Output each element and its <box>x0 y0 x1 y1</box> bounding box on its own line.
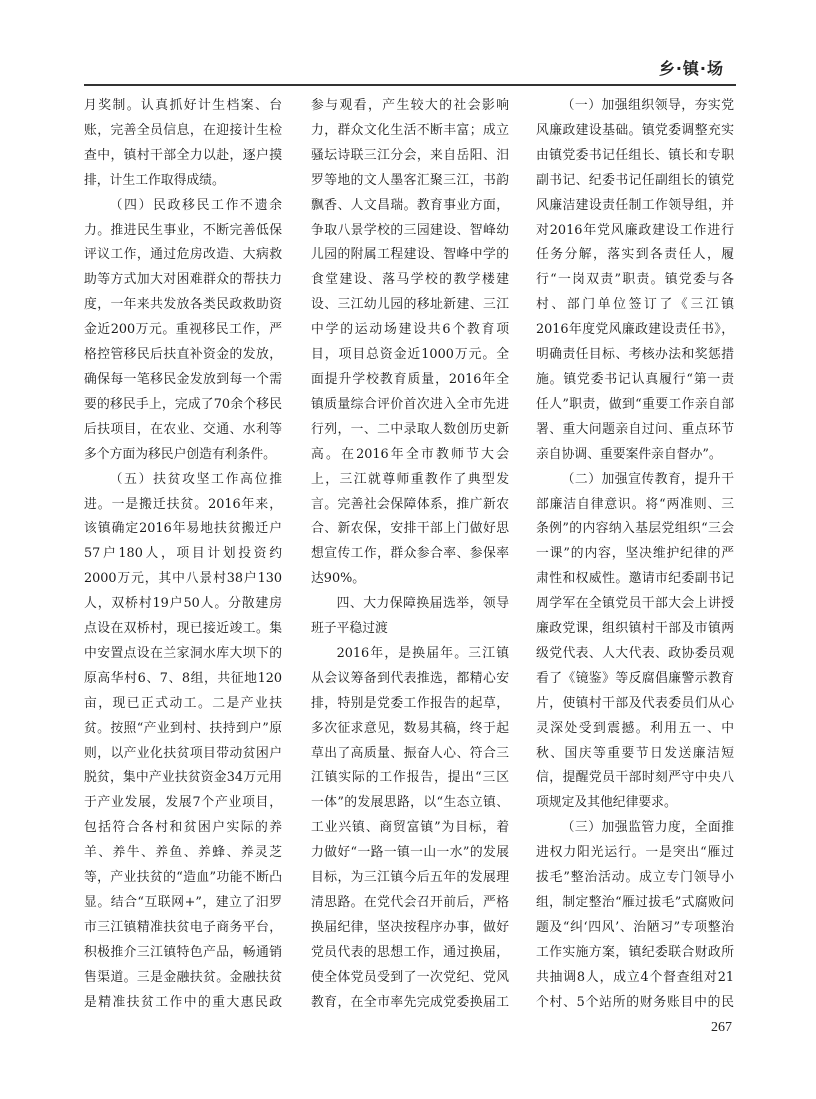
page-number: 267 <box>711 1020 732 1035</box>
paragraph: 参与观看，产生较大的社会影响力，群众文化生活不断丰富；成立骚坛诗联三江分会，来自岳阳、汨罗等地的文人墨客汇聚三江，书韵飘香、人文昌瑞。教育事业方面，争取八景学校的三园建设、智峰幼儿园的附属工程建设、智峰中学的食堂建设、落马学校的教学楼建设、三江幼儿园的移址新建、三江中学的运动场建设共6个教育项目，项目总资金近1000万元。全面提升学校教育质量，2016年全镇质量综合评价首次进入全市先进行列，一、二中录取人数创历史新高。在2016年全市教师节大会上，三江就尊师重教作了典型发言。完善社会保障体系，推广新农合、新农保，安排干部上门做好思想宣传工作，群众参合率、参保率达90%。 <box>311 98 509 587</box>
paragraph: （二）加强宣传教育，提升干部廉洁自律意识。将“两准则、三条例”的内容纳入基层党组织“三会一课”的内容，坚决维护纪律的严肃性和权威性。邀请市纪委副书记周学军在全镇党员干部大会上讲授廉政党课，组织镇村干部及市镇两级党代表、人大代表、政协委员观看了《镜鉴》等反腐倡廉警示教育片，使镇村干部及代表委员们从心灵深处受到震撼。利用五一、中秋、国庆等重要节日发送廉洁短信，提醒党员干部时刻严守中央八项规定及其他纪律要求。 <box>536 471 734 811</box>
text-column-3 <box>536 94 734 1016</box>
header-rule <box>84 84 736 86</box>
paragraph: 月奖制。认真抓好计生档案、台账，完善全员信息，在迎接计生检查中，镇村干部全力以赴，逐户摸排，计生工作取得成绩。 <box>84 98 282 188</box>
paragraph: （四）民政移民工作不遗余力。推进民生事业，不断完善低保评议工作，通过危房改造、大病救助等方式加大对困难群众的帮扶力度，一年来共发放各类民政救助资金近200万元。重视移民工作，严格控管移民后扶直补资金的发放，确保每一笔移民金发放到每一个需要的移民手上，完成了70余个移民后扶项目，在农业、交通、水利等多个方面为移民户创造有利条件。 <box>84 197 282 462</box>
text-column-1 <box>84 94 282 1016</box>
text-column-2 <box>311 94 509 1016</box>
section-heading: 四、大力保障换届选举，领导班子平稳过渡 <box>311 596 509 637</box>
paragraph: （一）加强组织领导，夯实党风廉政建设基础。镇党委调整充实由镇党委书记任组长、镇长和专职副书记、纪委书记任副组长的镇党风廉洁建设责任制工作领导组，并对2016年党风廉政建设工作进行任务分解，落实到各责任人，履行“一岗双责”职责。镇党委与各村、部门单位签订了《三江镇2016年度党风廉政建设责任书》，明确责任目标、考核办法和奖惩措施。镇党委书记认真履行“第一责任人”职责，做到“重要工作亲自部署、重大问题亲自过问、重点环节亲自协调、重要案件亲自督办”。 <box>536 98 734 462</box>
paragraph: 2016年，是换届年。三江镇从会议筹备到代表推选，都精心安排，特别是党委工作报告的起草，多次征求意见，数易其稿，终于起草出了高质量、振奋人心、符合三江镇实际的工作报告，提出“三区一体”的发展思路，以“生态立镇、工业兴镇、商贸富镇”为目标，着力做好“一路一镇一山一水”的发展目标，为三江镇今后五年的发展理清思路。在党代会召开前后，严格换届纪律，坚决按程序办事，做好党员代表的思想工作，通过换届，使全体党员受到了一次党纪、党风教育，在全市率先完成党委换届工 <box>311 645 509 1010</box>
paragraph: （五）扶贫攻坚工作高位推进。一是搬迁扶贫。2016年来，该镇确定2016年易地扶贫搬迁户57户180人，项目计划投资约2000万元，其中八景村38户130人，双桥村19户50人。分散建房点设在双桥村，现已接近竣工。集中安置点设在兰家洞水库大坝下的原高华村6、7、8组，共征地120亩，现已正式动工。二是产业扶贫。按照“产业到村、扶持到户”原则，以产业化扶贫项目带动贫困户脱贫，集中产业扶贫资金34万元用于产业发展，发展7个产业项目，包括符合各村和贫困户实际的养羊、养牛、养鱼、养蜂、养灵芝等，产业扶贫的“造血”功能不断凸显。结合“互联网+”，建立了汨罗市三江镇精准扶贫电子商务平台，积极推介三江镇特色产品，畅通销售渠道。三是金融扶贫。金融扶贫是精准扶贫工作中的重大惠民政 <box>84 471 282 1010</box>
section-title: 乡·镇·场 <box>658 59 724 78</box>
paragraph: （三）加强监管力度，全面推进权力阳光运行。一是突出“雁过拔毛”整治活动。成立专门领导小组，制定整治“雁过拔毛”式腐败问题及“纠‘四风’、治陋习”专项整治工作实施方案，镇纪委联合财政所共抽调8人，成立4个督查组对21个村、5个站所的财务账目中的民 <box>536 820 734 1010</box>
